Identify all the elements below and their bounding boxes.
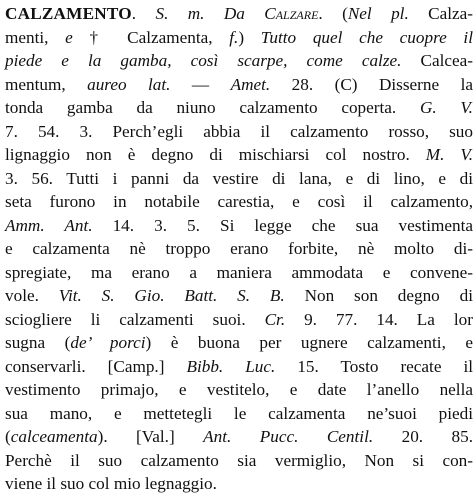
text-run: mentum, [5,74,88,94]
headword: CALZAMENTO [5,4,132,23]
entry-line [5,378,473,402]
text-run: Calza- [408,4,474,23]
text-run: menti, [5,27,66,47]
italic-run: aureo lat. [87,74,171,94]
entry-line [5,331,473,355]
text-run: 28. (C) Disserne la [270,74,473,94]
text-run: Perchè il suo calzamento sia vermiglio, Non si con- [5,450,473,470]
text-run: vole. [5,286,59,305]
entry-line [5,26,473,50]
text-run: 14. 3. 5. Si legge che sua vestimenta [92,215,473,235]
text-run: . [131,4,156,23]
italic-run: calceamenta [10,427,98,446]
italic-run: piede e la gamba, così scarpe, come calze. [5,51,402,70]
text-run: ). [Val.] [97,427,204,446]
entry-line [5,308,473,332]
entry-line [5,2,473,26]
text-run: † Calzamenta, [72,27,230,47]
entry-line [5,402,473,426]
text-run: Non son degno di [284,286,473,305]
text-run: — [170,74,231,94]
text-run: sugna ( [5,333,71,352]
text-run: 20. 85. [373,427,473,446]
italic-run: de’ porci [70,333,146,352]
italic-run: Nel pl. [347,4,409,23]
italic-run: S. m. Da [155,4,265,23]
entry-line [5,96,473,120]
entry-line [5,120,473,144]
entry-line [5,214,473,238]
text-run: 3. 56. Tutti i panni da vestire di lana, e di lino, e di [5,168,473,188]
entry-line [5,449,473,473]
italic-run: M. V. [425,145,473,164]
italic-run: Ant. Pucc. Centil. [203,427,374,446]
entry-line [5,261,473,285]
text-run: 7. 54. 3. Perch’egli abbia il calzamento rosso, suo [5,121,473,141]
entry-line [5,49,473,73]
text-run: vestimento primajo, e vestitelo, e date l’anello nella [5,380,473,399]
text-run: ( [5,427,11,446]
text-run: Calcea- [401,51,473,70]
text-run: seta furono in notabile carestia, e così il calzamento, [5,192,473,211]
italic-run: Bibb. Luc. [186,356,276,376]
text-run: tonda gamba da niuno calzamento coperta. [5,98,420,117]
text-run: 15. Tosto recate il [275,356,474,376]
italic-run: G. V. [419,98,473,117]
entry-line [5,355,473,379]
entry-line [5,237,473,261]
entry-line [5,425,473,449]
entry-line [5,73,473,97]
text-run: spregiate, ma erano a maniera ammodata e convene- [5,262,473,282]
italic-run: e [65,27,73,47]
entry-line [5,167,473,191]
entry-line [5,284,473,308]
text-run: sua mano, e mettetegli le calzamenta ne’suoi piedi [5,403,473,423]
text-run: . ( [318,4,348,23]
entry-line [5,143,473,167]
italic-run: Amm. Ant. [5,215,93,235]
text-run: lignaggio non è degno di mischiarsi col nostro. [5,145,426,164]
text-run: ) [238,27,261,47]
text-run: sciogliere li calzamenti suoi. [5,309,265,329]
text-run: 9. 77. 14. La lor [285,309,473,329]
italic-run: f. [229,27,239,47]
italic-run: Vit. S. Gio. Batt. S. B. [58,286,285,305]
italic-run: Amet. [230,74,271,94]
text-run: viene il suo col mio legnaggio. [5,474,217,493]
text-run: conservarli. [Camp.] [5,356,187,376]
entry-line [5,472,473,496]
italic-run: Calzare [264,4,319,23]
italic-run: Cr. [264,309,286,329]
entry-line [5,190,473,214]
dictionary-entry-calzamento [5,2,473,496]
italic-run: Tutto quel che cuopre il [260,27,473,47]
text-run: ) è buona per ugnere calzamenti, e [145,333,474,352]
text-run: e calzamenta nè troppo erano forbite, nè molto di- [5,239,473,258]
